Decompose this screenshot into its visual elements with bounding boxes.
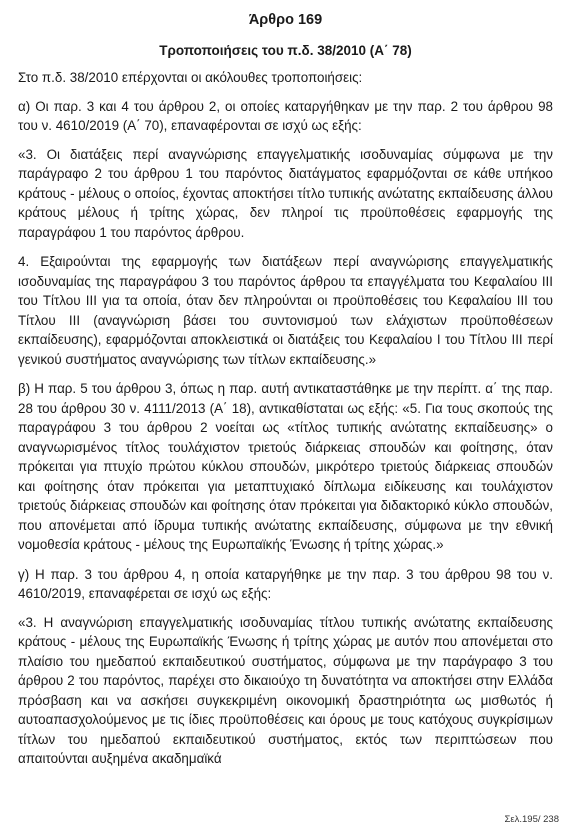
- article-heading: Άρθρο 169: [248, 12, 323, 28]
- paragraph-a-quote-3: «3. Οι διατάξεις περί αναγνώρισης επαγγελματικής ισοδυναμίας σύμφωνα με την παράγραφο 2 του άρθρου 1 του παρόντος διατάγματος εφαρμόζονται σε κάθε υπήκοο κράτους - μέλους ο οποίος, έχοντας αποκτήσει τίτλο τυπικής ανώτατης εκπαίδευσης άλλου κράτους μέλους ή τρίτης χώρας, δεν πληροί τις προϋποθέσεις εφαρμογής της παραγράφου 1 του παρόντος άρθρου.: [18, 146, 553, 240]
- paragraph-b: β) Η παρ. 5 του άρθρου 3, όπως η παρ. αυτή αντικαταστάθηκε με την περίπτ. α΄ της παρ. 28 του άρθρου 30 ν. 4111/2013 (Α΄ 18), αντικαθίσταται ως εξής: «5. Για τους σκοπούς της παραγράφου 3 του άρθρου 2 νοείται ως «τίτλος τυπικής ανώτατης εκπαίδευσης» ο αναγνωρισμένος τίτλος τουλάχιστον τριετούς διάρκειας σπουδών και φοίτησης, όταν πρόκειται για πτυχίο πρώτου κύκλου σπουδών, μικρότερο τριετούς διάρκειας σπουδών και φοίτησης όταν πρόκειται για μεταπτυχιακό δίπλωμα ειδίκευσης και τουλάχιστον τριετούς διάρκειας σπουδών και φοίτησης όταν πρόκειται για διδακτορικό κύκλο σπουδών, που απονέμεται από ίδρυμα τυπικής ανώτατης εκπαίδευσης, σύμφωνα με την εθνική νομοθεσία κράτους - μέλους της Ευρωπαϊκής Ένωσης ή τρίτης χώρας.»: [18, 381, 553, 552]
- paragraph-c: γ) Η παρ. 3 του άρθρου 4, η οποία καταργήθηκε με την παρ. 3 του άρθρου 98 του ν. 4610/2019, επαναφέρεται σε ισχύ ως εξής:: [18, 566, 553, 601]
- page-number: Σελ.195/ 238: [504, 814, 559, 825]
- paragraph-intro: Στο π.δ. 38/2010 επέρχονται οι ακόλουθες τροποποιήσεις:: [18, 70, 363, 85]
- paragraph-c-quote-3: «3. Η αναγνώριση επαγγελματικής ισοδυναμίας τίτλου τυπικής ανώτατης εκπαίδευσης κράτους - μέλους της Ευρωπαϊκής Ένωσης ή τρίτης χώρας με αυτόν που απονέμεται στο πλαίσιο του ημεδαπού εκπαιδευτικού συστήματος, σύμφωνα με την παράγραφο 3 του άρθρου 2 του παρόντος, παρέχει στο δικαιούχο τη δυνατότητα να αποκτήσει στην Ελλάδα πρόσβαση και να ασκήσει συγκεκριμένη οικονομική δραστηριότητα ως μισθωτός ή αυτοαπασχολούμενος με τις ίδιες προϋποθέσεις και όρους με τους κατόχους συγκρίσιμων τίτλων του ημεδαπού εκπαιδευτικού συστήματος, εκτός των περιπτώσεων που απαιτούνται αυξημένα ακαδημαϊκά: [18, 614, 553, 766]
- paragraph-a-quote-4: 4. Εξαιρούνται της εφαρμογής των διατάξεων περί αναγνώρισης επαγγελματικής ισοδυναμίας της παραγράφου 3 του παρόντος άρθρου τα επαγγέλματα του Κεφαλαίου ΙΙΙ του Τίτλου ΙΙΙ για τα οποία, όταν δεν πληρούνται οι προϋποθέσεις του Κεφαλαίου ΙΙΙ του Τίτλου ΙΙΙ (αναγνώριση βάσει του συντονισμού των ελάχιστων προϋποθέσεων εκπαίδευσης), εφαρμόζονται αποκλειστικά οι διατάξεις του Κεφαλαίου Ι του Τίτλου ΙΙΙ περί γενικού συστήματος αναγνώρισης των τίτλων εκπαίδευσης.»: [18, 254, 553, 367]
- paragraph-a: α) Οι παρ. 3 και 4 του άρθρου 2, οι οποίες καταργήθηκαν με την παρ. 2 του άρθρου 98 του ν. 4610/2019 (Α΄ 70), επαναφέρονται σε ισχύ ως εξής:: [18, 98, 553, 133]
- document-page: [18, 8, 553, 833]
- article-subheading: Τροποποιήσεις του π.δ. 38/2010 (Α΄ 78): [159, 43, 412, 58]
